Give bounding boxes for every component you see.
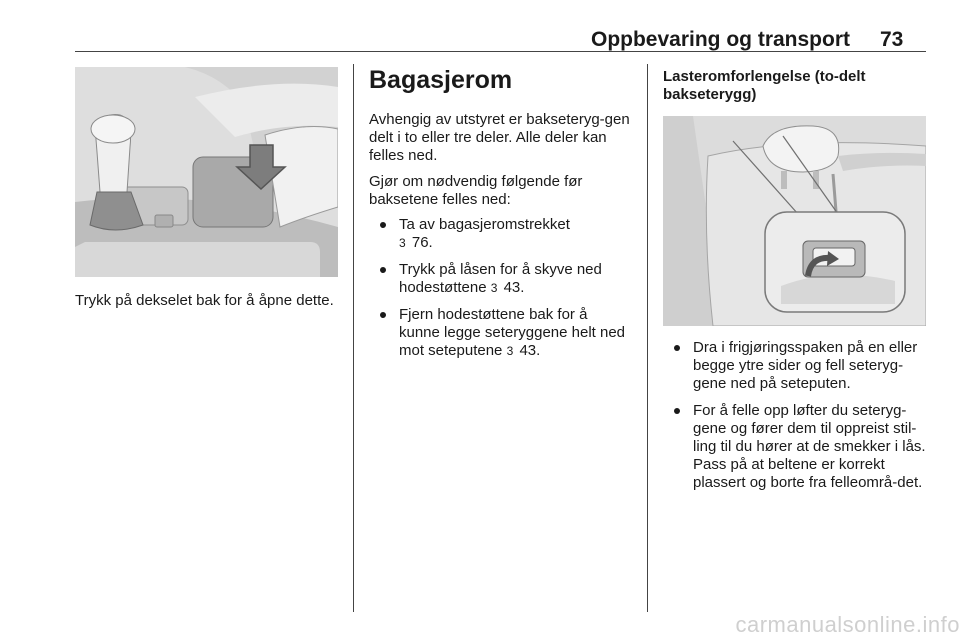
seat-release-illustration — [663, 116, 926, 326]
page-ref-icon: 3 — [399, 236, 406, 250]
page-ref-icon: 3 — [506, 344, 514, 358]
list-item: For å felle opp løfter du seteryg-gene og fører dem til oppreist stil-ling til du hører at de smekker i lås. Pass på at beltene er korrekt plassert og borte fra felleområ-det. — [663, 402, 928, 492]
console-cover-illustration — [75, 67, 338, 277]
page-ref-icon: 3 — [490, 281, 498, 295]
page-reference: 3 43. — [490, 279, 525, 296]
column-divider-left — [353, 64, 354, 612]
page-number: 73 — [880, 28, 904, 51]
column-divider-right — [647, 64, 648, 612]
page-reference: 3 76. — [399, 234, 433, 251]
list-item: Trykk på låsen for å skyve ned hodestøttene 3 43. — [369, 261, 631, 297]
seat-release-lever-icon — [663, 116, 926, 326]
watermark: carmanualsonline.info — [735, 612, 960, 637]
subsection-heading: Lasteromforlengelse (to-delt bakseterygg) — [663, 68, 866, 103]
preparation-steps — [369, 216, 631, 369]
list-item: Fjern hodestøttene bak for å kunne legge seteryggene helt ned mot seteputene 3 43. — [369, 306, 631, 360]
list-item: Dra i frigjøringsspaken på en eller begge ytre sider og fell seteryg-gene ned på seteputen. — [663, 339, 928, 393]
list-item: Ta av bagasjeromstrekket 3 76. — [369, 216, 631, 252]
release-steps — [663, 339, 928, 501]
page-title: Oppbevaring og transport — [590, 28, 850, 51]
header-divider — [75, 51, 926, 52]
intro-paragraph: Avhengig av utstyret er bakseteryg-gen delt i to eller tre deler. Alle deler kan felles ned. — [369, 111, 630, 164]
console-cover-arrow-icon — [75, 67, 338, 277]
lead-in-paragraph: Gjør om nødvendig følgende før baksetene felles ned: — [369, 173, 583, 208]
section-heading: Bagasjerom — [369, 66, 513, 94]
figure-caption: Trykk på dekselet bak for å åpne dette. — [75, 292, 334, 309]
page-reference: 3 43. — [506, 342, 541, 359]
